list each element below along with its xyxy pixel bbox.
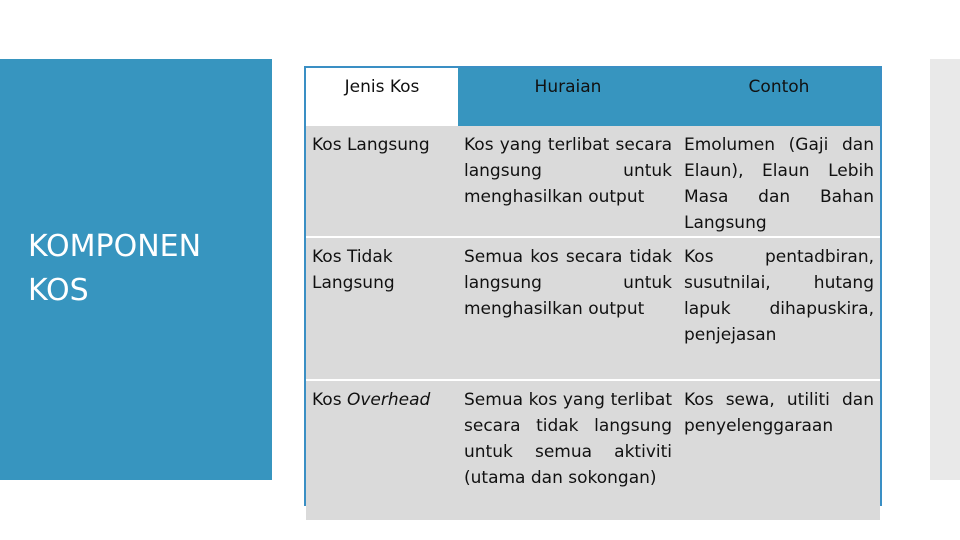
- cell-huraian: Semua kos secara tidak langsung untuk menghasilkan output: [458, 237, 678, 380]
- cell-jenis-emphasis: Overhead: [346, 390, 431, 410]
- cell-contoh: Emolumen (Gaji dan Elaun), Elaun Lebih Masa dan Bahan Langsung: [678, 126, 880, 237]
- component-table: [304, 66, 882, 506]
- header-contoh: Contoh: [678, 68, 880, 126]
- header-row: [306, 68, 880, 126]
- header-huraian: Huraian: [458, 68, 678, 126]
- cell-contoh: Kos pentadbiran, susutnilai, hutang lapuk dihapuskira, penjejasan: [678, 237, 880, 380]
- table-row: [306, 237, 880, 380]
- cell-jenis: Kos Tidak Langsung: [306, 237, 458, 380]
- cell-huraian: Kos yang terlibat secara langsung untuk menghasilkan output: [458, 126, 678, 237]
- cost-table: [306, 68, 880, 520]
- cell-huraian: Semua kos yang terlibat secara tidak langsung untuk semua aktiviti (utama dan sokongan): [458, 380, 678, 520]
- table-row: [306, 126, 880, 237]
- table-row: [306, 380, 880, 520]
- header-jenis-kos: Jenis Kos: [306, 68, 458, 126]
- cell-contoh: Kos sewa, utiliti dan penyelenggaraan: [678, 380, 880, 520]
- right-edge-strip: [930, 59, 960, 480]
- cell-jenis-prefix: Kos: [312, 390, 342, 410]
- section-title: KOMPONEN KOS: [28, 229, 202, 308]
- cell-jenis: [306, 380, 458, 520]
- cell-jenis: Kos Langsung: [306, 126, 458, 237]
